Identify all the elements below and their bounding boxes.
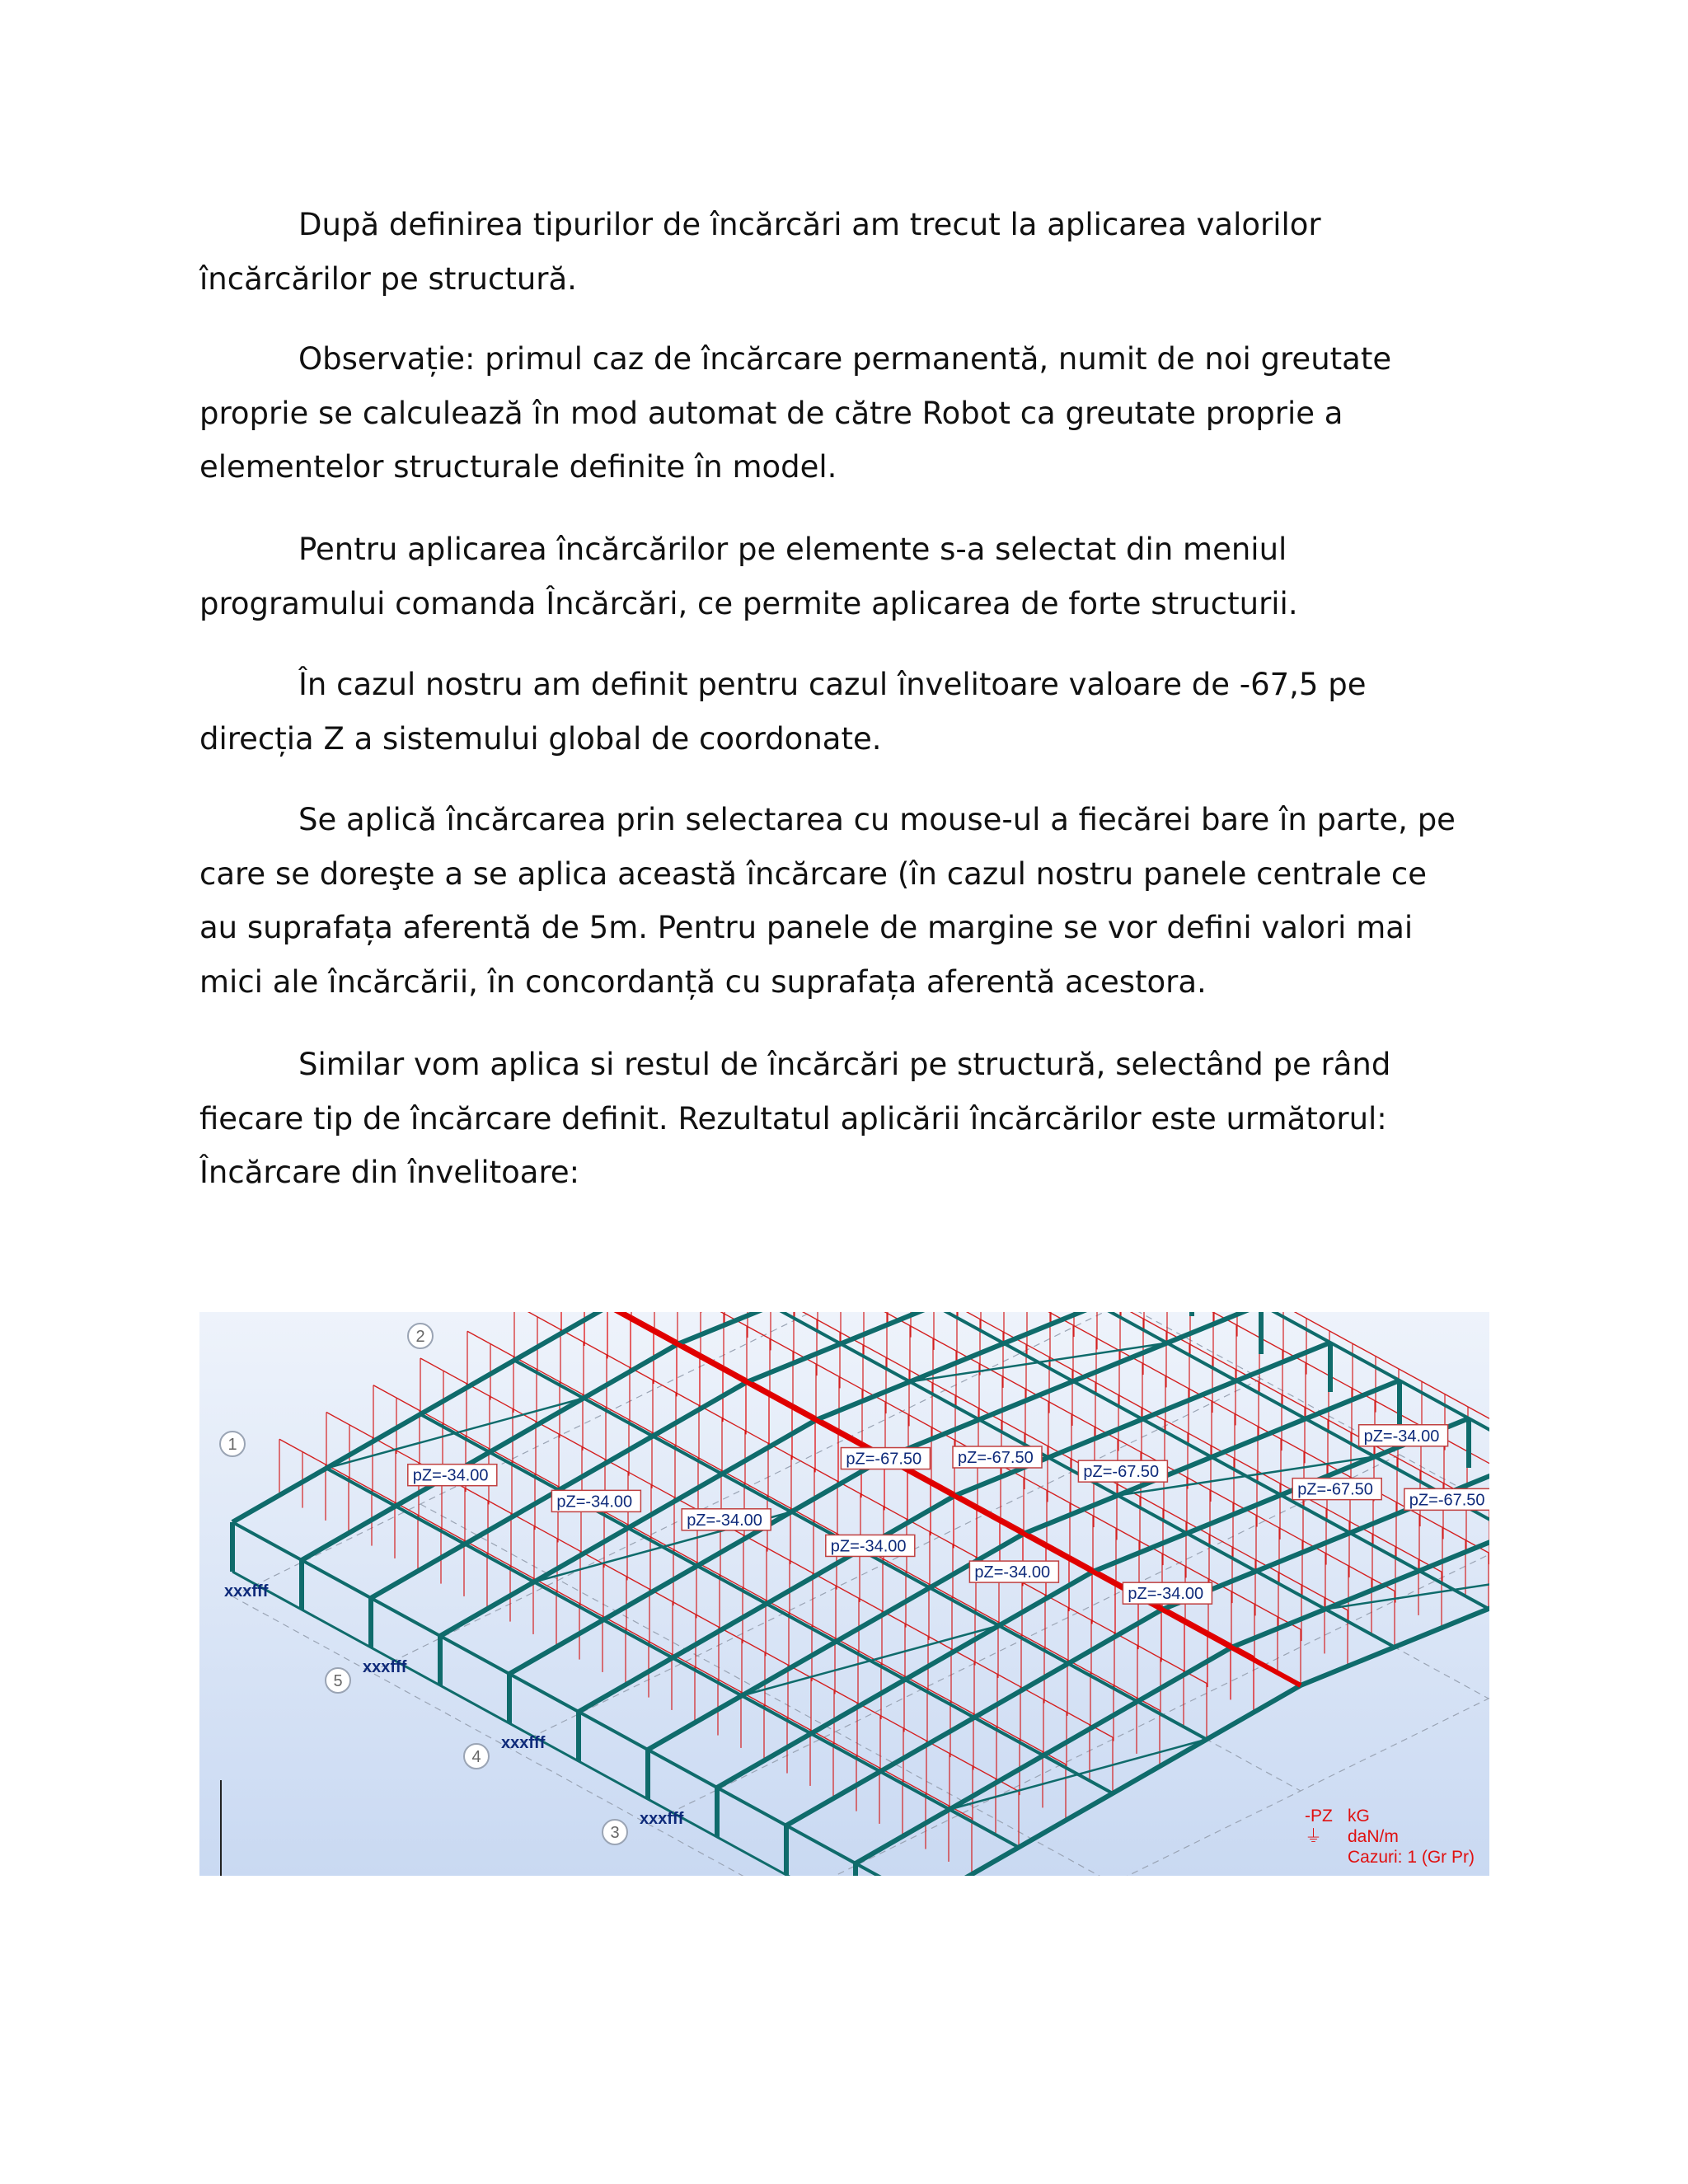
load-label: pZ=-34.00 — [556, 1493, 633, 1511]
support-label: xxxfff — [363, 1658, 407, 1676]
legend-unit-force: kG — [1347, 1807, 1370, 1825]
load-label: pZ=-34.00 — [687, 1511, 762, 1530]
structure-load-figure — [199, 1312, 1489, 1876]
load-label: pZ=-67.50 — [846, 1450, 922, 1469]
paragraph-line: Pentru aplicarea încărcărilor pe elemente s-a selectat din meniul — [298, 532, 1287, 567]
paragraph-line: Încărcare din învelitoare: — [199, 1155, 580, 1190]
paragraph-line: Similar vom aplica si restul de încărcări pe structură, selectând pe rând — [298, 1047, 1391, 1082]
support-label: xxxfff — [640, 1810, 684, 1828]
paragraph-line: Observație: primul caz de încărcare permanentă, numit de noi greutate — [298, 341, 1392, 377]
paragraph-line: Se aplică încărcarea prin selectarea cu mouse-ul a fiecărei bare în parte, pe — [298, 802, 1456, 837]
grid-marker-label: 4 — [471, 1748, 481, 1766]
load-label: pZ=-67.50 — [958, 1449, 1034, 1467]
support-label: xxxfff — [501, 1734, 546, 1752]
legend-unit-distributed: daN/m — [1347, 1827, 1399, 1846]
support-symbol-icon: ⏚ — [1304, 1827, 1322, 1846]
paragraph-2 — [199, 332, 1502, 494]
grid-marker-label: 5 — [333, 1672, 343, 1690]
legend-cases: Cazuri: 1 (Gr Pr) — [1347, 1848, 1475, 1867]
paragraph-5 — [199, 793, 1502, 1009]
paragraph-4 — [199, 658, 1502, 766]
load-label: pZ=-67.50 — [1297, 1480, 1373, 1499]
paragraph-line: direcția Z a sistemului global de coordonate. — [199, 720, 882, 757]
paragraph-line: care se doreşte a se aplica această încărcare (în cazul nostru panele centrale ce — [199, 855, 1428, 892]
load-label: pZ=-67.50 — [1083, 1463, 1160, 1482]
legend-direction: -PZ — [1304, 1807, 1333, 1825]
load-label: pZ=-34.00 — [1363, 1427, 1440, 1446]
load-label: pZ=-67.50 — [1409, 1491, 1485, 1510]
paragraph-line: programului comanda Încărcări, ce permite aplicarea de forte structurii. — [199, 585, 1298, 621]
support-label: xxxfff — [224, 1582, 269, 1601]
grid-marker-label: 3 — [610, 1824, 620, 1842]
paragraph-3 — [199, 523, 1502, 630]
load-label: pZ=-34.00 — [412, 1466, 489, 1485]
paragraph-line: elementelor structurale definite în model. — [199, 449, 837, 485]
paragraph-line: În cazul nostru am definit pentru cazul învelitoare valoare de -67,5 pe — [298, 667, 1367, 702]
paragraph-line: au suprafața aferentă de 5m. Pentru panele de margine se vor defini valori mai — [199, 910, 1414, 945]
load-label: pZ=-34.00 — [830, 1537, 907, 1556]
paragraph-6 — [199, 1038, 1502, 1200]
paragraph-line: După definirea tipurilor de încărcări am trecut la aplicarea valorilor — [298, 207, 1321, 242]
grid-marker-label: 1 — [227, 1436, 237, 1454]
load-label: pZ=-34.00 — [1128, 1585, 1204, 1604]
grid-marker-label: 2 — [415, 1328, 425, 1346]
paragraph-line: mici ale încărcării, în concordanță cu suprafața aferentă acestora. — [199, 963, 1207, 1000]
structural-model-view — [199, 1312, 1489, 1876]
figure-legend — [1305, 1806, 1475, 1868]
paragraph-line: fiecare tip de încărcare definit. Rezultatul aplicării încărcărilor este următorul: — [199, 1100, 1387, 1137]
load-label: pZ=-34.00 — [974, 1563, 1051, 1582]
paragraph-line: proprie se calculează în mod automat de către Robot ca greutate proprie a — [199, 395, 1343, 431]
paragraph-1 — [199, 198, 1502, 306]
paragraph-line: încărcărilor pe structură. — [199, 260, 577, 297]
